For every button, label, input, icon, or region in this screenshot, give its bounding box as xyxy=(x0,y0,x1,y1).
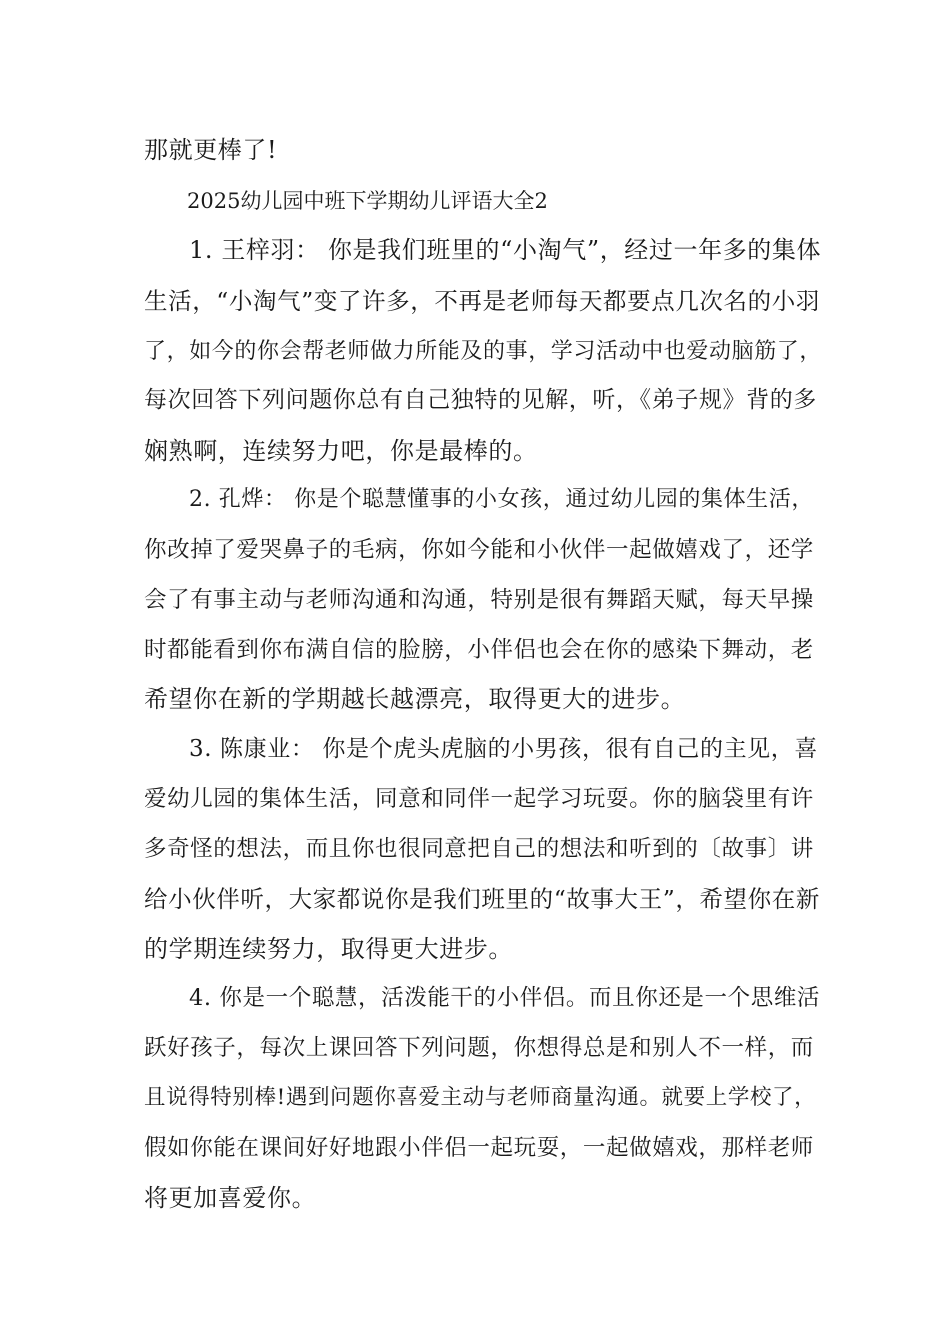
paragraph-line: 爱幼儿园的集体生活，同意和同伴一起学习玩耍。你的脑袋里有许 xyxy=(144,786,814,812)
paragraph-line: 给小伙伴听，大家都说你是我们班里的“故事大王”，希望你在新 xyxy=(144,885,820,913)
paragraph-line: 每次回答下列问题你总有自己独特的见解，听，《弟子规》背的多 xyxy=(144,387,817,413)
paragraph-line: 生活，“小淘气”变了许多，不再是老师每天都要点几次名的小羽 xyxy=(144,287,820,315)
lead-in-text: 那就更棒了! xyxy=(144,136,278,164)
paragraph-line: 的学期连续努力，取得更大进步。 xyxy=(144,935,513,963)
paragraph-line: 2. 孔烨： 你是个聪慧懂事的小女孩，通过幼儿园的集体生活， xyxy=(189,487,814,512)
paragraph-line: 希望你在新的学期越长越漂亮，取得更大的进步。 xyxy=(144,685,686,713)
section-heading: 2025幼儿园中班下学期幼儿评语大全2 xyxy=(187,189,548,213)
paragraph-line: 你改掉了爱哭鼻子的毛病，你如今能和小伙伴一起做嬉戏了，还学 xyxy=(144,537,814,563)
paragraph-line: 时都能看到你布满自信的脸膀，小伴侣也会在你的感染下舞动，老 xyxy=(144,637,814,663)
paragraph-line: 3. 陈康业： 你是个虎头虎脑的小男孩，很有自己的主见，喜 xyxy=(189,736,818,762)
paragraph-line: 娴熟啊，连续努力吧，你是最棒的。 xyxy=(144,437,538,465)
paragraph-line: 1. 王梓羽： 你是我们班里的“小淘气”，经过一年多的集体 xyxy=(189,236,822,264)
paragraph-line: 跃好孩子，每次上课回答下列问题，你想得总是和别人不一样，而 xyxy=(144,1035,814,1061)
paragraph-line: 4. 你是一个聪慧，活泼能干的小伴侣。而且你还是一个思维活 xyxy=(189,985,821,1011)
paragraph-line: 将更加喜爱你。 xyxy=(144,1184,317,1212)
paragraph-line: 多奇怪的想法，而且你也很同意把自己的想法和听到的〔故事〕讲 xyxy=(144,836,814,862)
paragraph-line: 假如你能在课间好好地跟小伴侣一起玩耍，一起做嬉戏，那样老师 xyxy=(144,1135,814,1161)
paragraph-line: 会了有事主动与老师沟通和沟通，特别是很有舞蹈天赋，每天早操 xyxy=(144,587,814,613)
paragraph-line: 了，如今的你会帮老师做力所能及的事，学习活动中也爱动脑筋了， xyxy=(144,339,823,364)
paragraph-line: 且说得特别棒!遇到问题你喜爱主动与老师商量沟通。就要上学校了， xyxy=(144,1085,817,1110)
